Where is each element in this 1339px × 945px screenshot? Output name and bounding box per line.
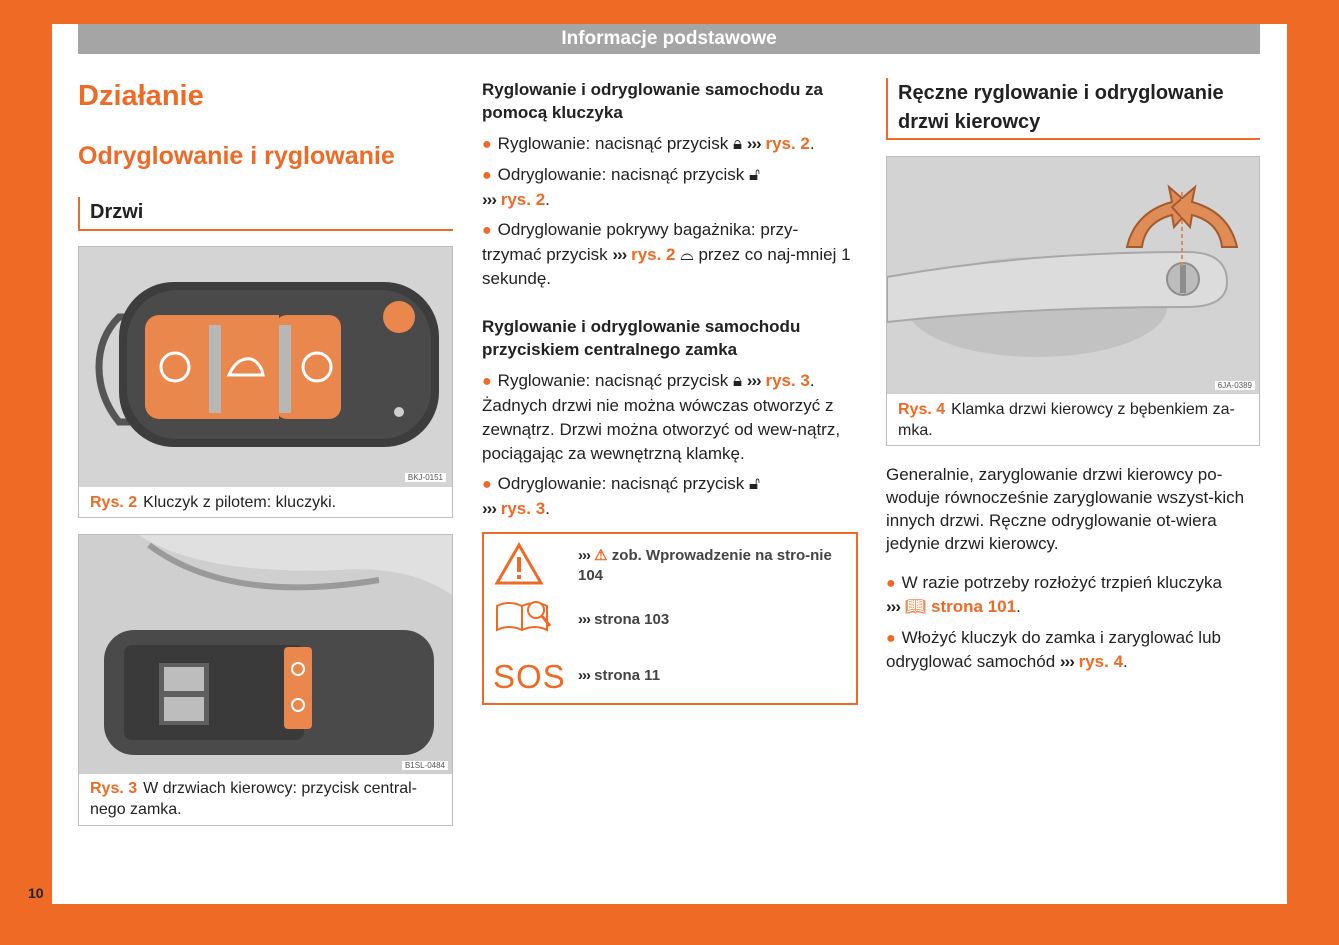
figure-ref-link[interactable]: rys. 2 bbox=[631, 245, 676, 264]
key-fob-image bbox=[79, 247, 452, 487]
bullet-dot: ● bbox=[482, 167, 492, 184]
notice-row-book bbox=[484, 598, 856, 644]
figure-label: Rys. 4 bbox=[898, 401, 946, 418]
list-item: ● Odryglowanie: nacisnąć przycisk 🔓︎ ››› rys. 3. bbox=[482, 474, 761, 518]
section-heading-drzwi: Drzwi bbox=[78, 197, 453, 231]
door-panel-image bbox=[79, 535, 452, 774]
notice-box bbox=[482, 532, 858, 705]
heading-central-locking: Ryglowanie i odryglowanie samochodu przyciskiem centralnego zamka bbox=[482, 317, 801, 359]
figure-label: Rys. 3 bbox=[90, 780, 138, 797]
figure-label: Rys. 2 bbox=[90, 494, 138, 511]
arrow-glyph: ››› bbox=[482, 190, 496, 209]
figure-code: B1SL-0484 bbox=[402, 761, 448, 770]
arrow-glyph: ››› bbox=[1059, 652, 1074, 671]
figure-code: 6JA-0389 bbox=[1215, 381, 1255, 390]
figure-door-handle bbox=[886, 156, 1260, 446]
bullet-dot: ● bbox=[886, 630, 896, 647]
notice-row-warning bbox=[484, 542, 856, 592]
middle-column bbox=[482, 78, 854, 521]
figure-ref-link[interactable]: rys. 3 bbox=[500, 499, 546, 518]
bullet-dot: ● bbox=[886, 575, 896, 592]
trunk-icon: ⌓ bbox=[680, 245, 694, 264]
unlock-icon: 🔓︎ bbox=[749, 474, 761, 493]
notice-text-warning: ››› ⚠ zob. Wprowadzenie na stro-nie 104 bbox=[578, 547, 832, 584]
figure-key-fob bbox=[78, 246, 453, 518]
lock-icon: 🔒︎ bbox=[732, 134, 742, 153]
list-item: ● Włożyć kluczyk do zamka i zaryglować lub odryglować samochód ››› rys. 4. bbox=[886, 628, 1221, 671]
main-subtitle: Odryglowanie i ryglowanie bbox=[78, 142, 395, 170]
arrow-glyph: ››› bbox=[612, 245, 627, 264]
unlock-icon: 🔓︎ bbox=[749, 165, 761, 184]
figure-caption: Rys. 4 Klamka drzwi kierowcy z bębenkiem za-mka. bbox=[898, 401, 1235, 439]
list-item: ● Odryglowanie pokrywy bagażnika: przy-trzymać przycisk ››› rys. 2 ⌓ przez co naj-mniej 1 sekundę. bbox=[482, 220, 851, 288]
list-item: ● Ryglowanie: nacisnąć przycisk 🔒︎ ››› rys. 3. Żadnych drzwi nie można wówczas otworzyć z zewnątrz. Drzwi można otworzyć od wew-nątrz, pociągając za wewnętrzną klamkę. bbox=[482, 371, 841, 463]
notice-text-sos: ››› strona 11 bbox=[578, 667, 661, 684]
page-number: 10 bbox=[28, 885, 44, 901]
page-ref-link[interactable]: strona 101 bbox=[931, 597, 1017, 616]
small-warning-icon: ⚠ bbox=[594, 547, 608, 564]
figure-ref-link[interactable]: rys. 4 bbox=[1078, 652, 1124, 671]
figure-caption: Rys. 3 W drzwiach kierowcy: przycisk central-nego zamka. bbox=[90, 780, 417, 818]
bullet-dot: ● bbox=[482, 136, 492, 153]
list-item: ● Ryglowanie: nacisnąć przycisk 🔒︎ ››› rys. 2. bbox=[482, 134, 815, 153]
sos-icon: SOS bbox=[493, 658, 566, 695]
arrow-glyph: ››› bbox=[746, 371, 761, 390]
bullet-dot: ● bbox=[482, 476, 492, 493]
arrow-glyph: ››› bbox=[886, 597, 900, 616]
book-magnifier-icon bbox=[494, 598, 554, 639]
heading-key-locking: Ryglowanie i odryglowanie samochodu za pomocą kluczyka bbox=[482, 80, 824, 122]
notice-text-book: ››› strona 103 bbox=[578, 611, 670, 628]
figure-door-panel bbox=[78, 534, 453, 826]
list-item: ● W razie potrzeby rozłożyć trzpień kluczyka ››› 📖︎ strona 101. bbox=[886, 573, 1222, 616]
main-title: Działanie bbox=[78, 80, 204, 112]
header-bar: Informacje podstawowe bbox=[78, 24, 1260, 54]
book-magnifier-icon: 📖︎ bbox=[904, 597, 927, 616]
figure-ref-link[interactable]: rys. 2 bbox=[765, 134, 810, 153]
figure-ref-link[interactable]: rys. 2 bbox=[500, 190, 546, 209]
door-handle-image bbox=[887, 157, 1259, 394]
figure-ref-link[interactable]: rys. 3 bbox=[765, 371, 810, 390]
warning-triangle-icon bbox=[494, 542, 544, 591]
arrow-glyph: ››› bbox=[746, 134, 761, 153]
bullet-dot: ● bbox=[482, 373, 492, 390]
paragraph: Generalnie, zaryglowanie drzwi kierowcy po-woduje równocześnie zaryglowanie wszyst-kich innych drzwi. Ręczne odryglowanie ot-wiera jedynie drzwi kierowcy. bbox=[886, 465, 1245, 553]
figure-code: BKJ-0151 bbox=[405, 473, 446, 482]
right-column-text bbox=[886, 463, 1260, 673]
bullet-dot: ● bbox=[482, 222, 492, 239]
notice-row-sos bbox=[484, 654, 856, 700]
list-item: ● Odryglowanie: nacisnąć przycisk 🔓︎ ››› rys. 2. bbox=[482, 165, 761, 209]
section-heading-manual: Ręczne ryglowanie i odryglowanie drzwi kierowcy bbox=[886, 78, 1260, 140]
lock-icon: 🔒︎ bbox=[732, 371, 742, 390]
figure-caption: Rys. 2 Kluczyk z pilotem: kluczyki. bbox=[90, 494, 337, 511]
arrow-glyph: ››› bbox=[482, 499, 496, 518]
